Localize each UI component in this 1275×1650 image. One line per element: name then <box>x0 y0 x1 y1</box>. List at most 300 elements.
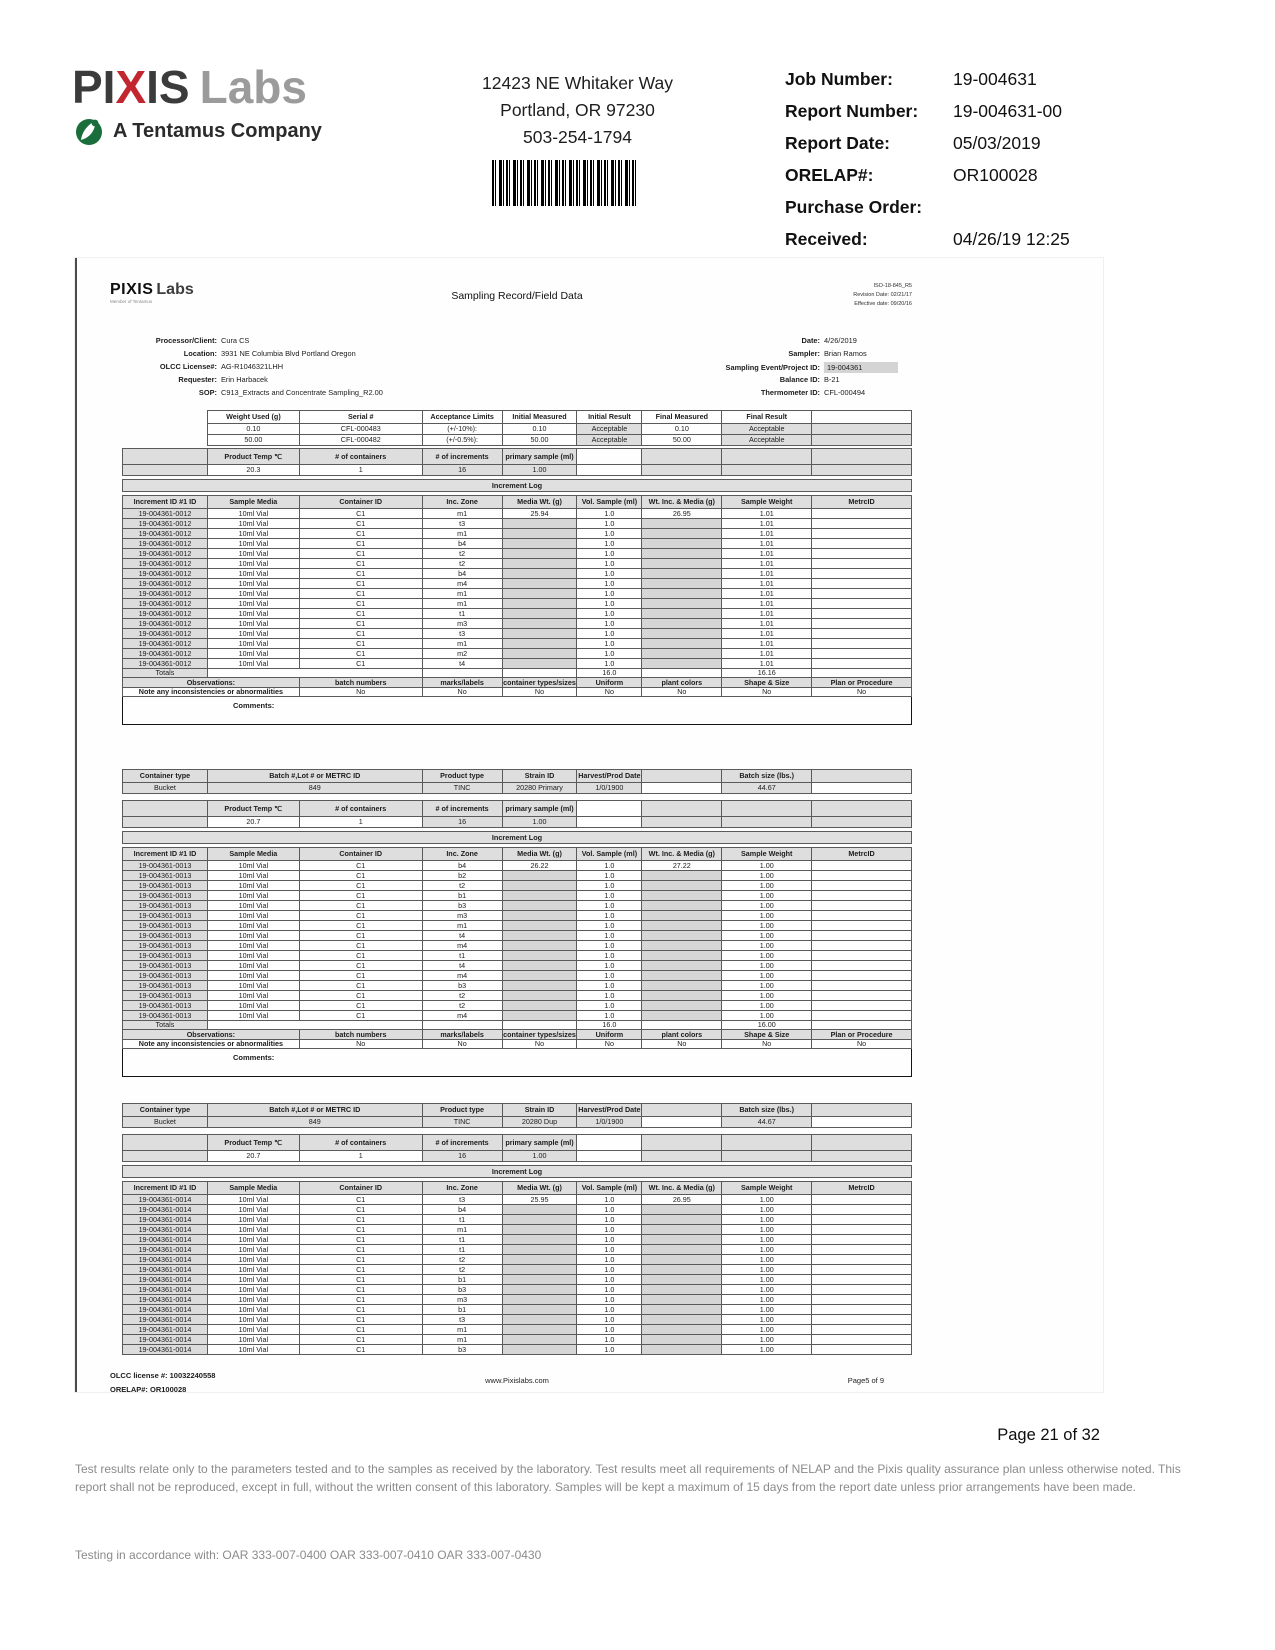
sample-weight: 1.01 <box>722 519 812 529</box>
scan-page-number: Page5 of 9 <box>847 1376 884 1385</box>
wt-inc-media <box>642 1255 722 1265</box>
cell: primary sample (ml) <box>502 449 577 465</box>
increment-row <box>123 1001 912 1011</box>
obs-value: No <box>642 688 722 697</box>
info-row <box>122 362 592 375</box>
header-field-label: Received: <box>785 229 868 249</box>
cell <box>642 817 722 828</box>
address-line-3: 503-254-1794 <box>523 127 632 148</box>
increment-id: 19-004361-0012 <box>123 619 208 629</box>
totals-row <box>123 1021 912 1030</box>
sample-weight: 1.01 <box>722 609 812 619</box>
increment-header: Wt. Inc. & Media (g) <box>642 496 722 509</box>
increment-row <box>123 1011 912 1021</box>
cell <box>812 770 912 783</box>
sample-media: 10ml Vial <box>207 861 299 871</box>
vol-sample: 1.0 <box>577 871 642 881</box>
vol-sample: 1.0 <box>577 579 642 589</box>
sample-weight: 1.00 <box>722 981 812 991</box>
address-line-2: Portland, OR 97230 <box>500 100 655 121</box>
inc-zone: m3 <box>422 1295 502 1305</box>
obs-value: No <box>422 1040 502 1049</box>
cell: Acceptable <box>722 424 812 435</box>
increment-table <box>122 847 912 1049</box>
strain-id: 20280 Dup <box>502 1117 577 1128</box>
vol-sample: 1.0 <box>577 1011 642 1021</box>
increment-id: 19-004361-0012 <box>123 519 208 529</box>
logo-wordmark <box>72 61 322 113</box>
pixis-logo <box>72 61 322 146</box>
cell: Strain ID <box>502 770 577 783</box>
metrc-id <box>812 519 912 529</box>
media-wt <box>502 519 577 529</box>
container-id: C1 <box>299 569 422 579</box>
increment-row <box>123 961 912 971</box>
increment-header: Inc. Zone <box>422 848 502 861</box>
sample-media: 10ml Vial <box>207 1315 299 1325</box>
increment-header: Sample Weight <box>722 496 812 509</box>
sample-weight: 1.00 <box>722 1335 812 1345</box>
increment-id: 19-004361-0012 <box>123 649 208 659</box>
cell <box>642 770 722 783</box>
vol-sample: 1.0 <box>577 599 642 609</box>
increment-header-row <box>123 848 912 861</box>
media-wt <box>502 1245 577 1255</box>
increment-header: Sample Weight <box>722 1182 812 1195</box>
logo-tagline: A Tentamus Company <box>113 119 322 142</box>
container-id: C1 <box>299 871 422 881</box>
increment-log-band: Increment Log <box>122 1165 912 1178</box>
container-id: C1 <box>299 961 422 971</box>
sample-weight: 1.00 <box>722 881 812 891</box>
cell <box>722 449 812 465</box>
sample-weight: 1.00 <box>722 1205 812 1215</box>
cal-row <box>208 424 912 435</box>
wt-inc-media <box>642 1205 722 1215</box>
vol-sample: 1.0 <box>577 1305 642 1315</box>
totals-label: Totals <box>123 669 208 678</box>
vol-sample: 1.0 <box>577 901 642 911</box>
container-id: C1 <box>299 1245 422 1255</box>
inc-zone: m1 <box>422 921 502 931</box>
inc-zone: t2 <box>422 1255 502 1265</box>
increment-row <box>123 1345 912 1355</box>
sample-media: 10ml Vial <box>207 569 299 579</box>
obs-value: No <box>722 1040 812 1049</box>
inc-zone: m1 <box>422 1325 502 1335</box>
increment-id: 19-004361-0012 <box>123 539 208 549</box>
sample-weight: 1.00 <box>722 891 812 901</box>
metrc-id <box>812 1265 912 1275</box>
vol-sample: 1.0 <box>577 891 642 901</box>
header-field-row <box>785 100 1095 122</box>
increment-id: 19-004361-0014 <box>123 1325 208 1335</box>
increment-id: 19-004361-0013 <box>123 981 208 991</box>
vol-sample: 1.0 <box>577 529 642 539</box>
cell: Container type <box>123 1104 208 1117</box>
cell <box>642 449 722 465</box>
info-value: 19-004361 <box>824 362 898 373</box>
cell <box>812 1135 912 1151</box>
metrc-id <box>812 1315 912 1325</box>
obs-note: Note any inconsistencies or abnormalities <box>123 688 300 697</box>
inc-zone: t1 <box>422 1235 502 1245</box>
cell <box>812 783 912 794</box>
increment-row <box>123 549 912 559</box>
media-wt <box>502 599 577 609</box>
cell <box>722 465 812 476</box>
cell <box>577 465 642 476</box>
wt-inc-media <box>642 951 722 961</box>
container-id: C1 <box>299 991 422 1001</box>
obs-value: No <box>502 688 577 697</box>
increment-id: 19-004361-0014 <box>123 1265 208 1275</box>
sample-weight: 1.00 <box>722 961 812 971</box>
info-row <box>680 362 915 375</box>
cell <box>812 801 912 817</box>
increment-row <box>123 639 912 649</box>
wt-inc-media <box>642 881 722 891</box>
info-label: Processor/Client: <box>155 336 217 345</box>
obs-value: No <box>812 1040 912 1049</box>
wt-inc-media <box>642 1295 722 1305</box>
sample-weight: 1.00 <box>722 1001 812 1011</box>
info-label: Requester: <box>178 375 217 384</box>
cell: # of increments <box>422 801 502 817</box>
container-id: C1 <box>299 629 422 639</box>
cell: Batch size (lbs.) <box>722 770 812 783</box>
metrc-id <box>812 901 912 911</box>
increment-id: 19-004361-0012 <box>123 559 208 569</box>
batch-size: 44.67 <box>722 783 812 794</box>
vol-sample: 1.0 <box>577 649 642 659</box>
observations-label: Observations: <box>123 1030 300 1040</box>
obs-note: Note any inconsistencies or abnormalities <box>123 1040 300 1049</box>
cell <box>812 1151 912 1162</box>
calibration-table-wrap <box>122 410 912 446</box>
inc-zone: t3 <box>422 1195 502 1205</box>
increment-header-row <box>123 496 912 509</box>
cell <box>577 449 642 465</box>
increment-header: Wt. Inc. & Media (g) <box>642 848 722 861</box>
inc-zone: m4 <box>422 579 502 589</box>
sample-weight: 1.01 <box>722 659 812 669</box>
increment-id: 19-004361-0013 <box>123 1001 208 1011</box>
increment-row <box>123 1285 912 1295</box>
inc-zone: m1 <box>422 1335 502 1345</box>
sample-weight: 1.00 <box>722 1245 812 1255</box>
vol-sample: 1.0 <box>577 1315 642 1325</box>
increment-id: 19-004361-0012 <box>123 589 208 599</box>
container-id: C1 <box>299 649 422 659</box>
increment-id: 19-004361-0012 <box>123 609 208 619</box>
inc-zone: m1 <box>422 529 502 539</box>
obs-header: container types/sizes <box>503 677 576 687</box>
increment-header: MetrcID <box>812 496 912 509</box>
container-type-table <box>122 769 912 794</box>
cell <box>642 1135 722 1151</box>
container-id: C1 <box>299 981 422 991</box>
increment-id: 19-004361-0014 <box>123 1335 208 1345</box>
media-wt <box>502 1011 577 1021</box>
metrc-id <box>812 579 912 589</box>
increment-header: Inc. Zone <box>422 1182 502 1195</box>
wt-inc-media <box>642 981 722 991</box>
info-value: B-21 <box>824 375 840 384</box>
increment-row <box>123 1235 912 1245</box>
vol-sample: 1.0 <box>577 981 642 991</box>
inc-zone: b3 <box>422 981 502 991</box>
sample-weight: 1.00 <box>722 1325 812 1335</box>
temp-value-row <box>123 1151 912 1162</box>
cell: # of increments <box>422 449 502 465</box>
inc-zone: b4 <box>422 861 502 871</box>
vol-sample: 1.0 <box>577 911 642 921</box>
media-wt <box>502 1335 577 1345</box>
cell <box>722 801 812 817</box>
increment-id: 19-004361-0014 <box>123 1245 208 1255</box>
increment-row <box>123 911 912 921</box>
sample-media: 10ml Vial <box>207 941 299 951</box>
metrc-id <box>812 599 912 609</box>
cell: 0.10 <box>642 424 722 435</box>
inc-zone: b3 <box>422 1345 502 1355</box>
metrc-id <box>812 1195 912 1205</box>
cell <box>642 1021 722 1030</box>
increment-id: 19-004361-0012 <box>123 659 208 669</box>
container-id: C1 <box>299 911 422 921</box>
obs-header: marks/labels <box>422 678 502 688</box>
wt-inc-media <box>642 961 722 971</box>
container-id: C1 <box>299 1235 422 1245</box>
logo-text-x: X <box>115 61 147 113</box>
container-id: C1 <box>299 1275 422 1285</box>
revision-date: Revision Date: 02/21/17 <box>853 291 912 298</box>
metrc-id <box>812 871 912 881</box>
obs-value: No <box>577 688 642 697</box>
increment-id: 19-004361-0013 <box>123 931 208 941</box>
totals-vol: 16.0 <box>577 669 642 678</box>
increment-id: 19-004361-0012 <box>123 629 208 639</box>
sample-media: 10ml Vial <box>207 589 299 599</box>
sample-media: 10ml Vial <box>207 559 299 569</box>
increment-row <box>123 901 912 911</box>
testing-accordance-text: Testing in accordance with: OAR 333-007-0400 OAR 333-007-0410 OAR 333-007-0430 <box>75 1548 542 1562</box>
container-id: C1 <box>299 599 422 609</box>
cell <box>577 801 642 817</box>
container-type: Bucket <box>123 1117 208 1128</box>
container-id: C1 <box>299 1001 422 1011</box>
metrc-id <box>812 1215 912 1225</box>
info-label: OLCC License#: <box>159 362 217 371</box>
obs-value: No <box>577 1040 642 1049</box>
info-left <box>122 336 592 401</box>
metrc-id <box>812 649 912 659</box>
sample-weight: 1.00 <box>722 861 812 871</box>
metrc-id <box>812 509 912 519</box>
vol-sample: 1.0 <box>577 659 642 669</box>
vol-sample: 1.0 <box>577 1265 642 1275</box>
batch-id: 849 <box>207 783 422 794</box>
increment-id: 19-004361-0014 <box>123 1195 208 1205</box>
cell <box>123 449 208 465</box>
metrc-id <box>812 589 912 599</box>
inc-zone: m4 <box>422 1011 502 1021</box>
container-id: C1 <box>299 559 422 569</box>
vol-sample: 1.0 <box>577 881 642 891</box>
inc-zone: t2 <box>422 1265 502 1275</box>
temp-label-row <box>123 449 912 465</box>
media-wt <box>502 629 577 639</box>
cell <box>812 817 912 828</box>
media-wt <box>502 941 577 951</box>
vol-sample: 1.0 <box>577 619 642 629</box>
obs-header: Uniform <box>577 678 642 688</box>
media-wt <box>502 539 577 549</box>
containers-value: 1 <box>299 465 422 476</box>
logo-text-labs: Labs <box>199 61 307 113</box>
sample-weight: 1.01 <box>722 629 812 639</box>
increment-row <box>123 599 912 609</box>
obs-header: Plan or Procedure <box>812 1030 912 1040</box>
inc-zone: b1 <box>422 1275 502 1285</box>
wt-inc-media <box>642 619 722 629</box>
media-wt <box>502 1205 577 1215</box>
metrc-id <box>812 659 912 669</box>
sample-media: 10ml Vial <box>207 539 299 549</box>
effective-date: Effective date: 09/20/16 <box>854 300 912 307</box>
cell: CFL-000483 <box>299 424 422 435</box>
inc-zone: m3 <box>422 619 502 629</box>
increment-id: 19-004361-0013 <box>123 951 208 961</box>
inc-zone: t4 <box>422 931 502 941</box>
inc-zone: b4 <box>422 1205 502 1215</box>
inc-zone: b4 <box>422 539 502 549</box>
media-wt <box>502 1001 577 1011</box>
cell: 50.00 <box>208 435 300 446</box>
container-id: C1 <box>299 921 422 931</box>
sample-media: 10ml Vial <box>207 579 299 589</box>
inc-zone: t4 <box>422 659 502 669</box>
scan-content <box>110 258 912 1401</box>
cell <box>812 449 912 465</box>
media-wt <box>502 871 577 881</box>
product-temp-table <box>122 800 912 828</box>
vol-sample: 1.0 <box>577 1235 642 1245</box>
media-wt <box>502 569 577 579</box>
metrc-id <box>812 1235 912 1245</box>
container-id: C1 <box>299 1205 422 1215</box>
increment-id: 19-004361-0014 <box>123 1255 208 1265</box>
cal-header: Acceptance Limits <box>422 411 502 424</box>
inc-zone: b4 <box>422 569 502 579</box>
increment-header: Increment ID #1 ID <box>123 496 208 509</box>
sample-weight: 1.01 <box>722 539 812 549</box>
sample-media: 10ml Vial <box>207 1285 299 1295</box>
increment-row <box>123 1225 912 1235</box>
obs-header: plant colors <box>642 1030 722 1040</box>
increment-id: 19-004361-0014 <box>123 1225 208 1235</box>
wt-inc-media <box>642 1275 722 1285</box>
cal-header: Initial Measured <box>502 411 577 424</box>
wt-inc-media <box>642 921 722 931</box>
vol-sample: 1.0 <box>577 589 642 599</box>
wt-inc-media <box>642 1345 722 1355</box>
vol-sample: 1.0 <box>577 509 642 519</box>
info-row <box>122 349 592 362</box>
media-wt <box>502 609 577 619</box>
cell: 50.00 <box>642 435 722 446</box>
metrc-id <box>812 559 912 569</box>
vol-sample: 1.0 <box>577 1225 642 1235</box>
sample-weight: 1.01 <box>722 579 812 589</box>
vol-sample: 1.0 <box>577 1285 642 1295</box>
inc-zone: m1 <box>422 599 502 609</box>
wt-inc-media <box>642 629 722 639</box>
increment-id: 19-004361-0013 <box>123 891 208 901</box>
sample-weight: 1.00 <box>722 1345 812 1355</box>
cal-row <box>208 435 912 446</box>
increment-id: 19-004361-0013 <box>123 941 208 951</box>
header-field-value: OR100028 <box>953 165 1038 185</box>
header-field-label: Report Date: <box>785 133 891 153</box>
cell: # of containers <box>299 1135 422 1151</box>
inc-zone: m4 <box>422 941 502 951</box>
info-right <box>680 336 915 401</box>
scan-logo-text: PIXIS <box>110 281 154 298</box>
obs-value-row <box>123 1040 912 1049</box>
metrc-id <box>812 1335 912 1345</box>
cell: Container type <box>123 770 208 783</box>
increment-header: Sample Media <box>207 1182 299 1195</box>
increment-row <box>123 871 912 881</box>
wt-inc-media <box>642 549 722 559</box>
product-temp-table <box>122 1134 912 1162</box>
info-row <box>122 336 592 349</box>
vol-sample: 1.0 <box>577 1295 642 1305</box>
vol-sample: 1.0 <box>577 971 642 981</box>
metrc-id <box>812 1325 912 1335</box>
wt-inc-media <box>642 911 722 921</box>
info-value: Cura CS <box>221 336 250 345</box>
sample-media: 10ml Vial <box>207 981 299 991</box>
cell <box>123 465 208 476</box>
wt-inc-media <box>642 1305 722 1315</box>
logo-text: IS <box>146 61 190 113</box>
increment-row <box>123 649 912 659</box>
metrc-id <box>812 629 912 639</box>
media-wt <box>502 619 577 629</box>
inc-zone: m1 <box>422 509 502 519</box>
inc-zone: b1 <box>422 1305 502 1315</box>
batch-size: 44.67 <box>722 1117 812 1128</box>
vol-sample: 1.0 <box>577 519 642 529</box>
container-id: C1 <box>299 881 422 891</box>
increment-log-band: Increment Log <box>122 479 912 492</box>
container-id: C1 <box>299 1345 422 1355</box>
cell <box>577 1151 642 1162</box>
cell <box>642 783 722 794</box>
media-wt <box>502 1315 577 1325</box>
increment-row <box>123 981 912 991</box>
scan-footer <box>110 1369 912 1401</box>
media-wt: 26.22 <box>502 861 577 871</box>
increment-row <box>123 941 912 951</box>
media-wt <box>502 1255 577 1265</box>
cal-header-row <box>208 411 912 424</box>
info-value: Erin Harbacek <box>221 375 268 384</box>
cell <box>812 1104 912 1117</box>
